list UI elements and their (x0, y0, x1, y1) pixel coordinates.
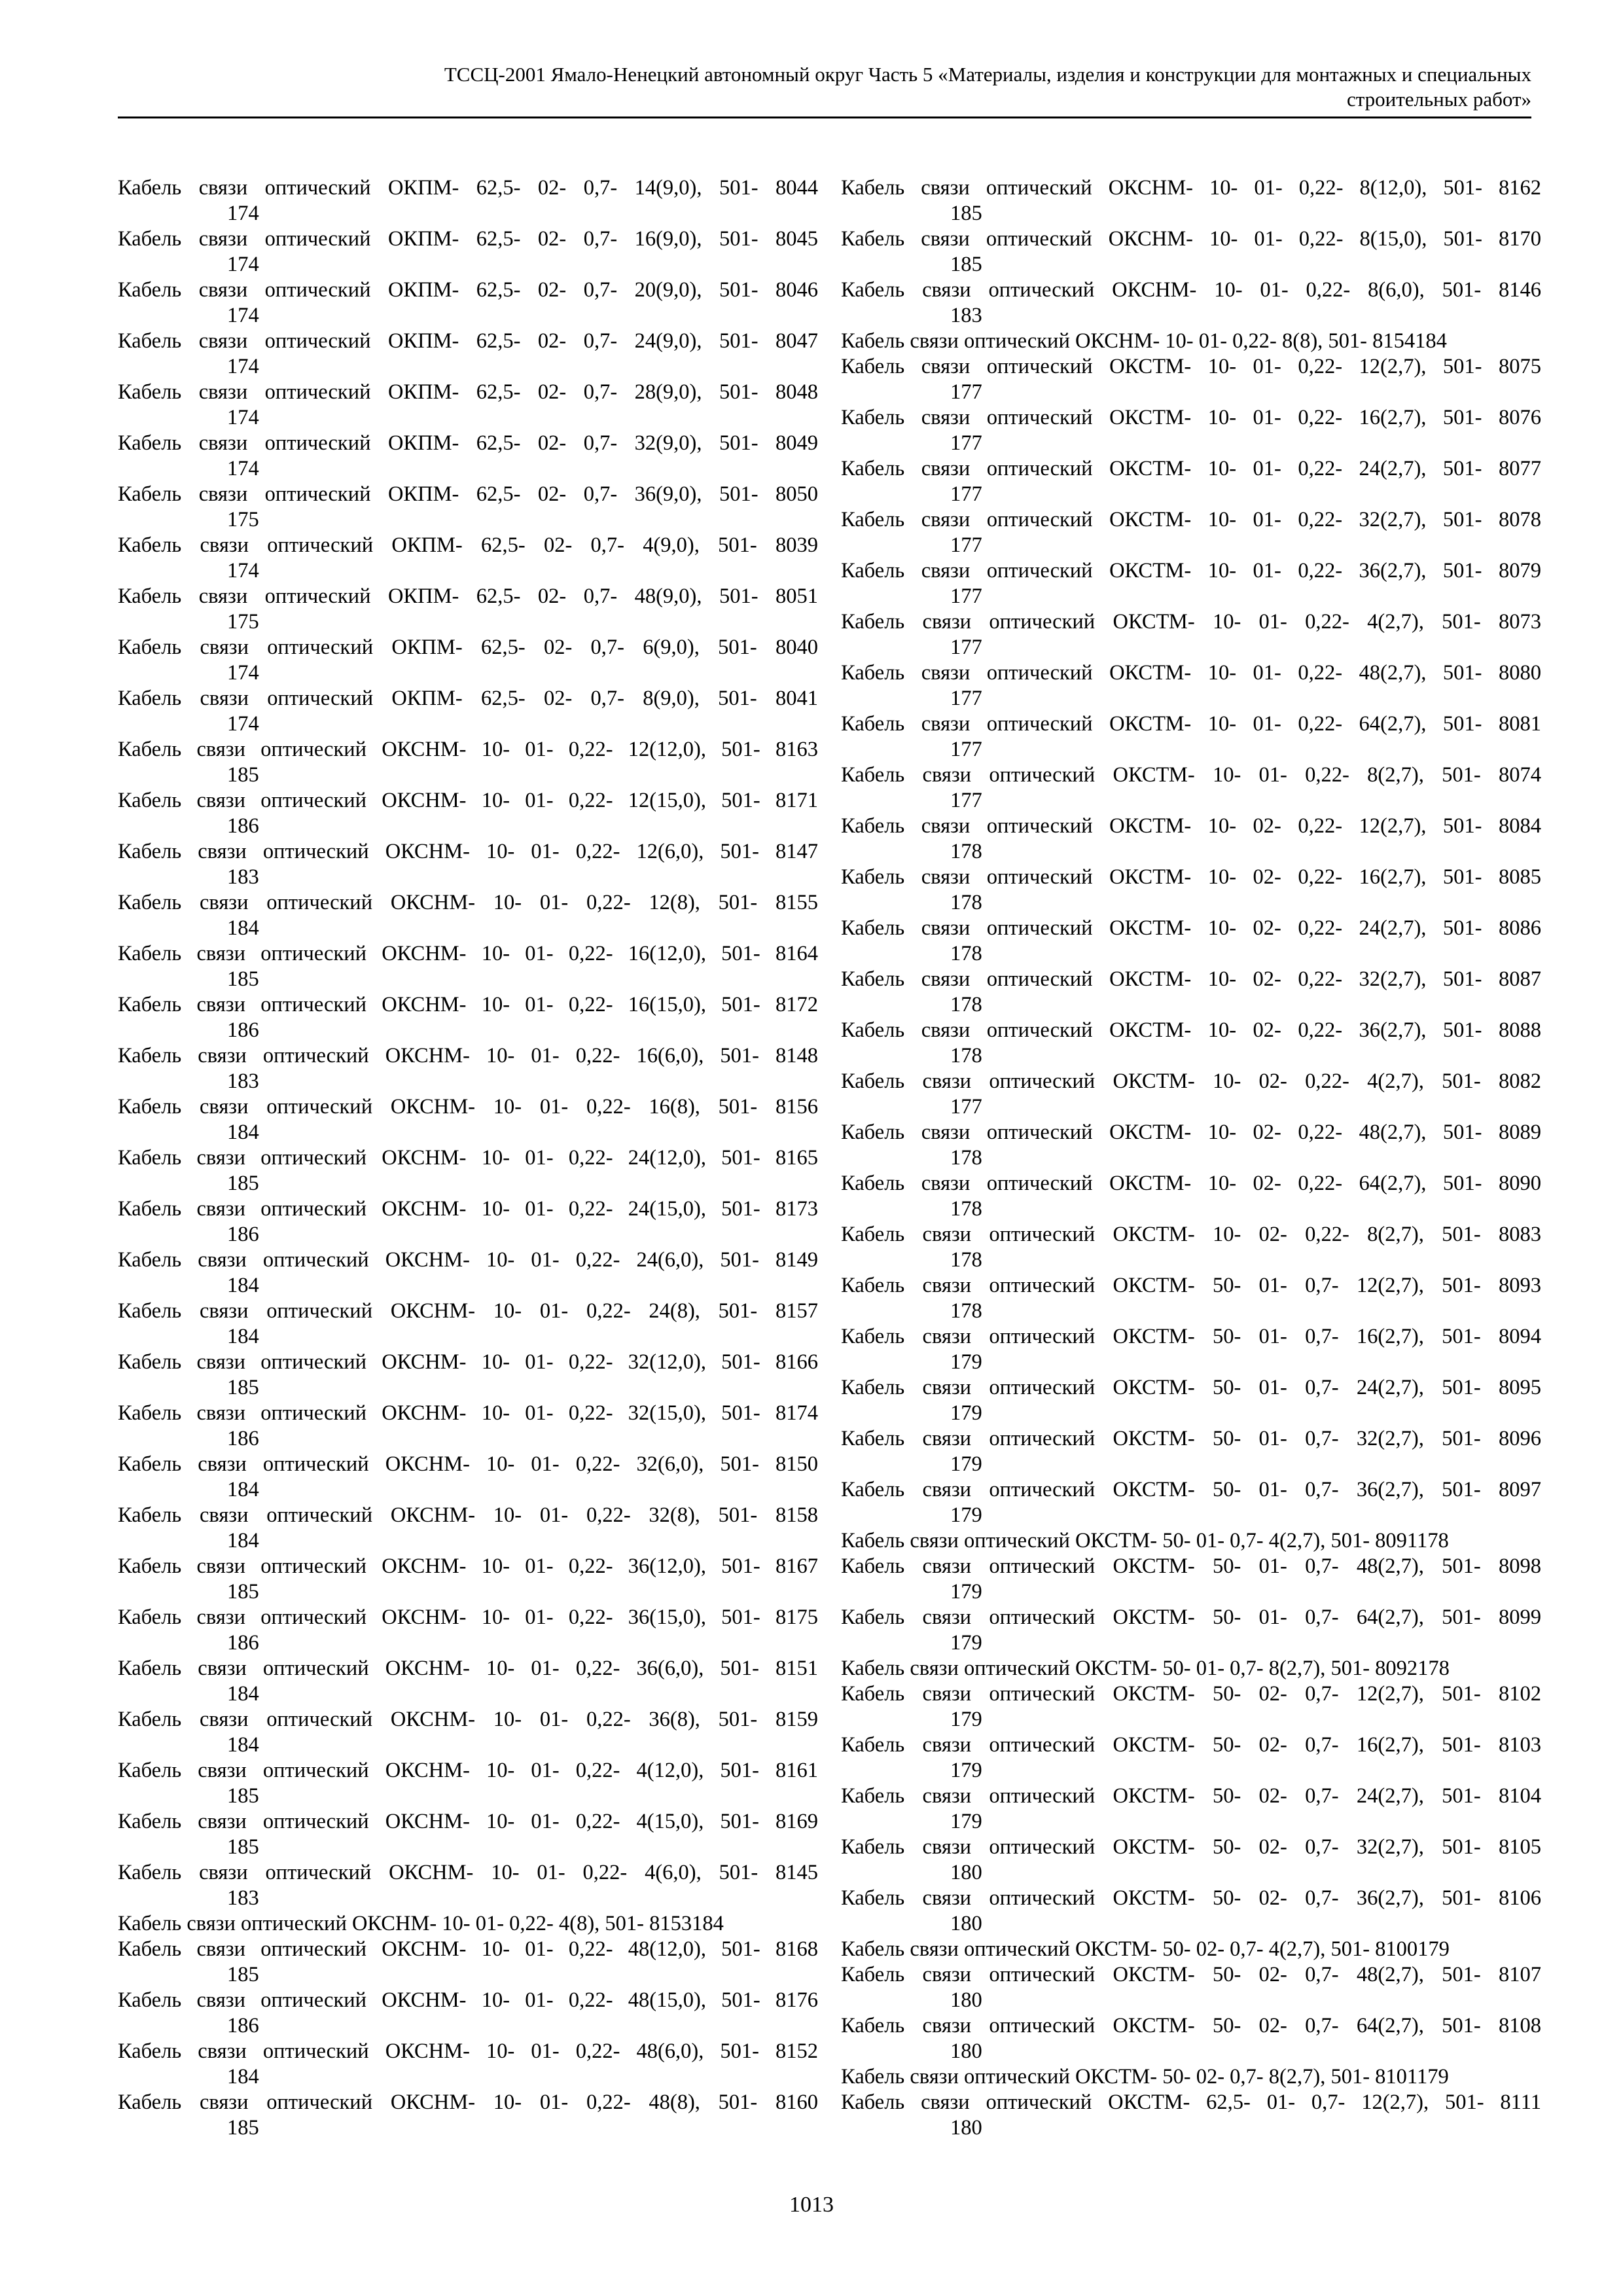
entry-code: 179 (950, 1810, 982, 1833)
entry-name: Кабель связи оптический ОКСТМ- 10- 02- 0,22- 8(2,7), 501- 8083 (841, 1223, 1541, 1246)
entry-code: 178 (950, 1197, 982, 1221)
entry-name: Кабель связи оптический ОКСТМ- 50- 02- 0,7- 64(2,7), 501- 8108 (841, 2014, 1541, 2037)
catalog-entry (118, 1094, 818, 1145)
entry-name: Кабель связи оптический ОКСНМ- 10- 01- 0,22- 48(6,0), 501- 8152 (118, 2039, 818, 2063)
entry-name: Кабель связи оптический ОКСНМ- 10- 01- 0,22- 24(6,0), 501- 8149 (118, 1248, 818, 1272)
entry-name: Кабель связи оптический ОКСТМ- 50- 02- 0,7- 36(2,7), 501- 8106 (841, 1886, 1541, 1910)
entry-name: Кабель связи оптический ОКСТМ- 50- 02- 0,7- 4(2,7), 501- 8100179 (841, 1937, 1450, 1961)
entry-code: 175 (227, 508, 259, 531)
entry-name: Кабель связи оптический ОКСНМ- 10- 01- 0,22- 36(15,0), 501- 8175 (118, 1605, 818, 1629)
entry-name: Кабель связи оптический ОКСТМ- 50- 01- 0,7- 4(2,7), 501- 8091178 (841, 1529, 1449, 1552)
catalog-entry (841, 1477, 1541, 1528)
entry-code: 179 (950, 1401, 982, 1425)
entry-code: 178 (950, 1146, 982, 1170)
catalog-entry (118, 380, 818, 431)
entry-code: 184 (227, 2065, 259, 2089)
entry-name: Кабель связи оптический ОКПМ- 62,5- 02- 0,7- 24(9,0), 501- 8047 (118, 329, 818, 353)
entry-code: 177 (950, 1095, 982, 1119)
catalog-entry (841, 1835, 1541, 1886)
entry-code: 177 (950, 636, 982, 659)
entry-name: Кабель связи оптический ОКСНМ- 10- 01- 0,22- 32(15,0), 501- 8174 (118, 1401, 818, 1425)
entry-name: Кабель связи оптический ОКСНМ- 10- 01- 0,22- 8(15,0), 501- 8170 (841, 227, 1541, 251)
header-line-1: ТССЦ-2001 Ямало-Ненецкий автономный округ Часть 5 «Материалы, изделия и конструкции для монтажных и специальных (444, 63, 1531, 86)
header-rule (118, 117, 1531, 118)
entry-name: Кабель связи оптический ОКСНМ- 10- 01- 0,22- 8(12,0), 501- 8162 (841, 176, 1541, 200)
left-column (118, 175, 818, 2141)
catalog-entry (118, 584, 818, 635)
entry-name: Кабель связи оптический ОКПМ- 62,5- 02- 0,7- 4(9,0), 501- 8039 (118, 533, 818, 557)
catalog-entry (841, 507, 1541, 558)
entry-name: Кабель связи оптический ОКСНМ- 10- 01- 0,22- 48(12,0), 501- 8168 (118, 1937, 818, 1961)
entry-name: Кабель связи оптический ОКСНМ- 10- 01- 0,22- 36(8), 501- 8159 (118, 1708, 818, 1731)
catalog-entry (841, 1784, 1541, 1835)
entry-name: Кабель связи оптический ОКПМ- 62,5- 02- 0,7- 20(9,0), 501- 8046 (118, 278, 818, 302)
entry-code: 177 (950, 738, 982, 761)
catalog-entry (841, 1886, 1541, 1937)
entry-code: 180 (950, 2039, 982, 2063)
entry-name: Кабель связи оптический ОКСТМ- 10- 02- 0,22- 36(2,7), 501- 8088 (841, 1018, 1541, 1042)
catalog-entry (841, 1681, 1541, 1732)
catalog-entry (841, 1069, 1541, 1120)
page-number: 1013 (789, 2193, 834, 2217)
entry-name: Кабель связи оптический ОКПМ- 62,5- 02- 0,7- 8(9,0), 501- 8041 (118, 687, 818, 710)
entry-code: 177 (950, 687, 982, 710)
entry-code: 179 (950, 1631, 982, 1655)
entry-name: Кабель связи оптический ОКПМ- 62,5- 02- 0,7- 28(9,0), 501- 8048 (118, 380, 818, 404)
catalog-entry (118, 1196, 818, 1247)
catalog-entry (118, 890, 818, 941)
entry-name: Кабель связи оптический ОКСТМ- 10- 01- 0,22- 24(2,7), 501- 8077 (841, 457, 1541, 480)
entry-code: 186 (227, 1631, 259, 1655)
entry-name: Кабель связи оптический ОКСТМ- 10- 02- 0,22- 12(2,7), 501- 8084 (841, 814, 1541, 838)
catalog-entry (118, 1247, 818, 1299)
catalog-entry (841, 1937, 1541, 1962)
entry-code: 184 (227, 1121, 259, 1144)
entry-name: Кабель связи оптический ОКСНМ- 10- 01- 0,22- 36(12,0), 501- 8167 (118, 1554, 818, 1578)
entry-name: Кабель связи оптический ОКСТМ- 10- 01- 0,22- 4(2,7), 501- 8073 (841, 610, 1541, 634)
entry-name: Кабель связи оптический ОКСТМ- 10- 01- 0,22- 12(2,7), 501- 8075 (841, 355, 1541, 378)
entry-code: 178 (950, 993, 982, 1016)
entry-name: Кабель связи оптический ОКСНМ- 10- 01- 0,22- 24(8), 501- 8157 (118, 1299, 818, 1323)
catalog-entry (118, 941, 818, 992)
entry-code: 185 (227, 2116, 259, 2140)
entry-name: Кабель связи оптический ОКСТМ- 10- 02- 0,22- 32(2,7), 501- 8087 (841, 967, 1541, 991)
catalog-entry (841, 2064, 1541, 2090)
catalog-entry (841, 278, 1541, 329)
entry-code: 185 (227, 1376, 259, 1399)
catalog-entry (118, 1911, 818, 1937)
catalog-entry (841, 2090, 1541, 2141)
entry-name: Кабель связи оптический ОКСНМ- 10- 01- 0,22- 12(6,0), 501- 8147 (118, 840, 818, 863)
catalog-entry (841, 609, 1541, 660)
entry-code: 174 (227, 202, 259, 225)
entry-name: Кабель связи оптический ОКСНМ- 10- 01- 0,22- 16(8), 501- 8156 (118, 1095, 818, 1119)
entry-name: Кабель связи оптический ОКСТМ- 50- 01- 0,7- 64(2,7), 501- 8099 (841, 1605, 1541, 1629)
running-header (118, 62, 1531, 112)
entry-name: Кабель связи оптический ОКСНМ- 10- 01- 0,22- 32(8), 501- 8158 (118, 1503, 818, 1527)
entry-code: 185 (227, 763, 259, 787)
catalog-entry (118, 1554, 818, 1605)
entry-code: 185 (227, 967, 259, 991)
catalog-entry (841, 916, 1541, 967)
entry-code: 178 (950, 1299, 982, 1323)
entry-code: 174 (227, 355, 259, 378)
entry-code: 184 (227, 1478, 259, 1501)
catalog-entry (841, 329, 1541, 354)
catalog-entry (118, 1043, 818, 1094)
entry-name: Кабель связи оптический ОКПМ- 62,5- 02- 0,7- 14(9,0), 501- 8044 (118, 176, 818, 200)
entry-code: 174 (227, 406, 259, 429)
catalog-entry (118, 1809, 818, 1860)
catalog-entry (118, 1350, 818, 1401)
catalog-entry (841, 814, 1541, 865)
catalog-entry (841, 865, 1541, 916)
entry-name: Кабель связи оптический ОКСТМ- 10- 01- 0,22- 32(2,7), 501- 8078 (841, 508, 1541, 531)
entry-name: Кабель связи оптический ОКСНМ- 10- 01- 0,22- 16(6,0), 501- 8148 (118, 1044, 818, 1067)
entry-code: 178 (950, 942, 982, 965)
entry-name: Кабель связи оптический ОКСТМ- 50- 02- 0,7- 32(2,7), 501- 8105 (841, 1835, 1541, 1859)
entry-code: 185 (227, 1580, 259, 1604)
entry-name: Кабель связи оптический ОКСНМ- 10- 01- 0,22- 8(6,0), 501- 8146 (841, 278, 1541, 302)
catalog-entry (841, 1605, 1541, 1656)
catalog-entry (118, 839, 818, 890)
entry-name: Кабель связи оптический ОКСНМ- 10- 01- 0,22- 36(6,0), 501- 8151 (118, 1657, 818, 1680)
entry-code: 186 (227, 1018, 259, 1042)
entry-name: Кабель связи оптический ОКСТМ- 50- 01- 0,7- 24(2,7), 501- 8095 (841, 1376, 1541, 1399)
catalog-entry (118, 1988, 818, 2039)
entry-code: 186 (227, 2014, 259, 2037)
entry-code: 185 (227, 1172, 259, 1195)
entry-code: 184 (227, 1733, 259, 1757)
entry-code: 186 (227, 1223, 259, 1246)
entry-name: Кабель связи оптический ОКСТМ- 10- 02- 0,22- 16(2,7), 501- 8085 (841, 865, 1541, 889)
entry-name: Кабель связи оптический ОКПМ- 62,5- 02- 0,7- 32(9,0), 501- 8049 (118, 431, 818, 455)
entry-code: 184 (227, 1274, 259, 1297)
entry-code: 183 (950, 304, 982, 327)
catalog-entry (841, 711, 1541, 762)
catalog-entry (841, 1426, 1541, 1477)
catalog-entry (118, 431, 818, 482)
entry-name: Кабель связи оптический ОКСТМ- 10- 02- 0,22- 64(2,7), 501- 8090 (841, 1172, 1541, 1195)
catalog-entry (118, 533, 818, 584)
entry-name: Кабель связи оптический ОКСНМ- 10- 01- 0,22- 16(15,0), 501- 8172 (118, 993, 818, 1016)
entry-name: Кабель связи оптический ОКСНМ- 10- 01- 0,22- 32(12,0), 501- 8166 (118, 1350, 818, 1374)
catalog-entry (841, 1171, 1541, 1222)
entry-name: Кабель связи оптический ОКСТМ- 50- 01- 0,7- 12(2,7), 501- 8093 (841, 1274, 1541, 1297)
catalog-entry (841, 1554, 1541, 1605)
entry-name: Кабель связи оптический ОКСТМ- 50- 02- 0,7- 24(2,7), 501- 8104 (841, 1784, 1541, 1808)
entry-code: 178 (950, 840, 982, 863)
catalog-entry (841, 558, 1541, 609)
entry-name: Кабель связи оптический ОКСТМ- 10- 01- 0,22- 48(2,7), 501- 8080 (841, 661, 1541, 685)
entry-code: 183 (227, 865, 259, 889)
entry-name: Кабель связи оптический ОКСТМ- 10- 02- 0,22- 4(2,7), 501- 8082 (841, 1069, 1541, 1093)
catalog-entry (118, 175, 818, 226)
catalog-entry (118, 2039, 818, 2090)
entry-code: 184 (227, 1325, 259, 1348)
entry-name: Кабель связи оптический ОКСНМ- 10- 01- 0,22- 8(8), 501- 8154184 (841, 329, 1447, 353)
entry-code: 185 (950, 202, 982, 225)
entry-code: 186 (227, 1427, 259, 1450)
entry-name: Кабель связи оптический ОКСТМ- 50- 01- 0,7- 8(2,7), 501- 8092178 (841, 1657, 1450, 1680)
catalog-entry (841, 1120, 1541, 1171)
entry-name: Кабель связи оптический ОКСНМ- 10- 01- 0,22- 16(12,0), 501- 8164 (118, 942, 818, 965)
entry-code: 185 (950, 253, 982, 276)
entry-name: Кабель связи оптический ОКСТМ- 50- 02- 0,7- 48(2,7), 501- 8107 (841, 1963, 1541, 1986)
entry-name: Кабель связи оптический ОКСНМ- 10- 01- 0,22- 12(12,0), 501- 8163 (118, 738, 818, 761)
entry-code: 184 (227, 1682, 259, 1706)
entry-name: Кабель связи оптический ОКСНМ- 10- 01- 0,22- 4(12,0), 501- 8161 (118, 1759, 818, 1782)
entry-code: 178 (950, 891, 982, 914)
entry-name: Кабель связи оптический ОКПМ- 62,5- 02- 0,7- 6(9,0), 501- 8040 (118, 636, 818, 659)
entry-code: 179 (950, 1708, 982, 1731)
entry-name: Кабель связи оптический ОКСНМ- 10- 01- 0,22- 48(8), 501- 8160 (118, 2090, 818, 2114)
entry-name: Кабель связи оптический ОКСТМ- 10- 01- 0,22- 36(2,7), 501- 8079 (841, 559, 1541, 583)
entry-code: 184 (227, 916, 259, 940)
entry-name: Кабель связи оптический ОКСНМ- 10- 01- 0,22- 24(15,0), 501- 8173 (118, 1197, 818, 1221)
entry-name: Кабель связи оптический ОКСТМ- 10- 01- 0,22- 16(2,7), 501- 8076 (841, 406, 1541, 429)
catalog-entry (841, 1528, 1541, 1554)
entry-code: 174 (227, 661, 259, 685)
entry-code: 177 (950, 789, 982, 812)
entry-name: Кабель связи оптический ОКСТМ- 50- 02- 0,7- 16(2,7), 501- 8103 (841, 1733, 1541, 1757)
catalog-entry (841, 405, 1541, 456)
entry-code: 186 (227, 814, 259, 838)
catalog-entry (118, 1503, 818, 1554)
entry-code: 183 (227, 1069, 259, 1093)
entry-code: 177 (950, 431, 982, 455)
catalog-entry (841, 762, 1541, 814)
entry-name: Кабель связи оптический ОКСНМ- 10- 01- 0,22- 12(8), 501- 8155 (118, 891, 818, 914)
catalog-entry (118, 2090, 818, 2141)
catalog-entry (118, 1605, 818, 1656)
catalog-entry (118, 1299, 818, 1350)
entry-code: 180 (950, 2116, 982, 2140)
entry-code: 179 (950, 1452, 982, 1476)
entry-name: Кабель связи оптический ОКПМ- 62,5- 02- 0,7- 16(9,0), 501- 8045 (118, 227, 818, 251)
catalog-entry (841, 1324, 1541, 1375)
catalog-entry (118, 329, 818, 380)
entry-code: 174 (227, 559, 259, 583)
catalog-entry (841, 660, 1541, 711)
entry-code: 179 (950, 1759, 982, 1782)
entry-code: 180 (950, 1861, 982, 1884)
catalog-entry (841, 354, 1541, 405)
entry-name: Кабель связи оптический ОКСНМ- 10- 01- 0,22- 48(15,0), 501- 8176 (118, 1988, 818, 2012)
entry-name: Кабель связи оптический ОКСТМ- 50- 01- 0,7- 32(2,7), 501- 8096 (841, 1427, 1541, 1450)
catalog-entry (841, 967, 1541, 1018)
entry-name: Кабель связи оптический ОКСНМ- 10- 01- 0,22- 4(6,0), 501- 8145 (118, 1861, 818, 1884)
entry-code: 180 (950, 1988, 982, 2012)
entry-code: 177 (950, 380, 982, 404)
entry-name: Кабель связи оптический ОКСНМ- 10- 01- 0,22- 12(15,0), 501- 8171 (118, 789, 818, 812)
entry-name: Кабель связи оптический ОКСТМ- 10- 01- 0,22- 64(2,7), 501- 8081 (841, 712, 1541, 736)
catalog-entry (118, 1656, 818, 1707)
entry-name: Кабель связи оптический ОКСТМ- 10- 01- 0,22- 8(2,7), 501- 8074 (841, 763, 1541, 787)
entry-code: 174 (227, 712, 259, 736)
entry-code: 174 (227, 253, 259, 276)
entry-code: 174 (227, 457, 259, 480)
catalog-entry (841, 1656, 1541, 1681)
entry-name: Кабель связи оптический ОКСТМ- 50- 01- 0,7- 36(2,7), 501- 8097 (841, 1478, 1541, 1501)
catalog-entry (118, 737, 818, 788)
entry-code: 178 (950, 1044, 982, 1067)
entry-code: 183 (227, 1886, 259, 1910)
entry-name: Кабель связи оптический ОКСНМ- 10- 01- 0,22- 32(6,0), 501- 8150 (118, 1452, 818, 1476)
catalog-entry (118, 482, 818, 533)
entry-code: 185 (227, 1835, 259, 1859)
entry-name: Кабель связи оптический ОКПМ- 62,5- 02- 0,7- 36(9,0), 501- 8050 (118, 482, 818, 506)
entry-name: Кабель связи оптический ОКПМ- 62,5- 02- 0,7- 48(9,0), 501- 8051 (118, 584, 818, 608)
catalog-entry (841, 1273, 1541, 1324)
catalog-entry (118, 788, 818, 839)
catalog-entry (118, 1401, 818, 1452)
catalog-entry (841, 2013, 1541, 2064)
entry-code: 177 (950, 482, 982, 506)
entry-code: 185 (227, 1784, 259, 1808)
entry-code: 180 (950, 1912, 982, 1935)
entry-code: 174 (227, 304, 259, 327)
entry-name: Кабель связи оптический ОКСНМ- 10- 01- 0,22- 4(15,0), 501- 8169 (118, 1810, 818, 1833)
catalog-entry (118, 1758, 818, 1809)
header-line-2: строительных работ» (1346, 88, 1531, 111)
entry-name: Кабель связи оптический ОКСТМ- 10- 02- 0,22- 24(2,7), 501- 8086 (841, 916, 1541, 940)
entry-code: 185 (227, 1963, 259, 1986)
entry-name: Кабель связи оптический ОКСТМ- 10- 02- 0,22- 48(2,7), 501- 8089 (841, 1121, 1541, 1144)
entry-name: Кабель связи оптический ОКСТМ- 62,5- 01- 0,7- 12(2,7), 501- 8111 (841, 2090, 1541, 2114)
entry-name: Кабель связи оптический ОКСТМ- 50- 01- 0,7- 16(2,7), 501- 8094 (841, 1325, 1541, 1348)
catalog-entry (841, 1018, 1541, 1069)
entry-code: 178 (950, 1248, 982, 1272)
catalog-entry (118, 1937, 818, 1988)
entry-code: 177 (950, 584, 982, 608)
catalog-entry (118, 1860, 818, 1911)
entry-code: 175 (227, 610, 259, 634)
entry-name: Кабель связи оптический ОКСТМ- 50- 01- 0,7- 48(2,7), 501- 8098 (841, 1554, 1541, 1578)
catalog-entry (118, 1452, 818, 1503)
catalog-entry (841, 1222, 1541, 1273)
catalog-entry (118, 278, 818, 329)
catalog-entry (841, 456, 1541, 507)
entry-code: 177 (950, 533, 982, 557)
catalog-entry (118, 1145, 818, 1196)
entry-code: 179 (950, 1580, 982, 1604)
entry-name: Кабель связи оптический ОКСТМ- 50- 02- 0,7- 8(2,7), 501- 8101179 (841, 2065, 1449, 2089)
right-column (841, 175, 1541, 2141)
catalog-entry (118, 226, 818, 278)
catalog-entry (118, 686, 818, 737)
catalog-entry (841, 1732, 1541, 1784)
catalog-entry (841, 1962, 1541, 2013)
catalog-entry (118, 992, 818, 1043)
catalog-entry (841, 175, 1541, 226)
entry-name: Кабель связи оптический ОКСНМ- 10- 01- 0,22- 4(8), 501- 8153184 (118, 1912, 724, 1935)
entry-code: 179 (950, 1503, 982, 1527)
entry-code: 179 (950, 1350, 982, 1374)
entry-name: Кабель связи оптический ОКСНМ- 10- 01- 0,22- 24(12,0), 501- 8165 (118, 1146, 818, 1170)
entry-code: 184 (227, 1529, 259, 1552)
catalog-entry (118, 1707, 818, 1758)
catalog-entry (118, 635, 818, 686)
catalog-entry (841, 226, 1541, 278)
catalog-entry (841, 1375, 1541, 1426)
entry-name: Кабель связи оптический ОКСТМ- 50- 02- 0,7- 12(2,7), 501- 8102 (841, 1682, 1541, 1706)
